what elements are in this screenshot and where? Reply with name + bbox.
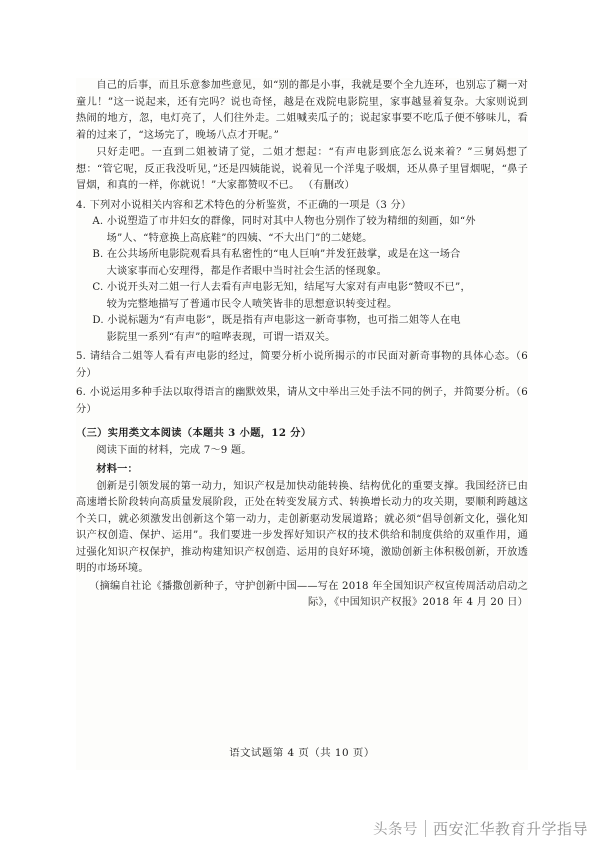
question-4 xyxy=(76,198,528,347)
question-4-option-a xyxy=(76,214,528,247)
page-right-margin xyxy=(528,0,600,852)
option-d-line-1: 小说标题为“有声电影”，既是指有声电影这一新奇事物，也可指二姐等人在电 xyxy=(107,315,461,327)
question-4-option-d xyxy=(76,313,528,346)
question-6-text: 小说运用多种手法以取得语言的幽默效果，请从文中举出三处手法不同的例子，并简要分析。（6 分） xyxy=(76,387,528,415)
material-text: 创新是引领发展的第一动力，知识产权是加快动能转换、结构优化的重要支撑。我国经济已由高速增长阶段转向高质量发展阶段，正处在转变发展方式、转换增长动力的攻关期，要顺利跨越这个关口，就必须激发出创新这个第一动力，走创新驱动发展道路；就必须“倡导创新文化，强化知识产权创造、保护、运用”。我们要进一步发挥好知识产权的技术供给和制度供给的双重作用，通过强化知识产权保护，推动构建知识产权创造、运用的良好环境，激励创新主体积极创新，开放透明的市场环境。 xyxy=(76,480,528,575)
option-a-line-1: 小说塑造了市井妇女的群像，同时对其中人物也分别作了较为精细的刻画，如“外 xyxy=(106,216,476,228)
watermark-content xyxy=(373,818,588,839)
page-footer: 语文试题第 4 页（共 10 页） xyxy=(229,747,375,760)
question-5-number: 5. xyxy=(76,351,87,363)
paragraph-2: 只好走吧。一直到二姐被请了觉，二姐才想起：“有声电影到底怎么说来着？”三舅妈想了想：“管它呢，反正我没听见，”还是四姨能说，说着见一个洋鬼子吸烟，还从鼻子里冒烟呢，“鼻子冒烟，和真的一样，你就说！”大家都赞叹不已。 （有删改） xyxy=(76,147,528,192)
question-6-number: 6. xyxy=(76,387,87,399)
scanned-exam-paper xyxy=(76,78,528,770)
question-4-stem xyxy=(76,198,528,215)
option-a-line-2: 场”人、“特意换上高底鞋”的四姨、“不大出门”的二姥姥。 xyxy=(106,232,373,244)
paragraph-1: 自己的后事，而且乐意参加些意见，如“别的都是小事，我就是要个全九连环，也别忘了糊一对童儿！”这一说起来，还有完吗？说也奇怪，越是在戏院电影院里，家事越显着复杂。大家则说到热闹的地方，忽，电灯亮了，人们往外走。二姐喊卖瓜子的；说起家事要不吃瓜子便不够味儿，看着的过来了，“这场完了，晚场八点才开呢。” xyxy=(76,80,528,141)
page-left-margin xyxy=(0,0,76,852)
question-4-number: 4. xyxy=(76,199,87,211)
option-b-line-1: 在公共场所电影院观看具有私密性的“电人巨响”并发狂鼓掌，或是在这一场合 xyxy=(106,249,461,261)
question-6 xyxy=(76,385,528,418)
watermark-account: 西安汇华教育升学指导 xyxy=(432,819,588,838)
watermark-divider xyxy=(425,820,426,837)
watermark-bar xyxy=(0,804,600,852)
option-d-label: D. xyxy=(92,315,104,327)
option-a-label: A. xyxy=(92,216,104,228)
question-4-option-b xyxy=(76,247,528,280)
material-source: （摘编自社论《播撒创新种子，守护创新中国——写在 2018 年全国知识产权宣传周活动启动之际》，《中国知识产权报》2018 年 4 月 20 日） xyxy=(89,580,528,609)
question-5-text: 请结合二姐等人看有声电影的经过，简要分析小说所揭示的市民面对新奇事物的具体心态。（6 分） xyxy=(76,351,528,379)
question-4-option-c xyxy=(76,280,528,313)
option-c-label: C. xyxy=(92,282,104,294)
option-b-label: B. xyxy=(92,249,104,261)
option-c-line-1: 小说开头对二姐一行人去看有声电影无知，结尾写大家对有声电影“赞叹不已”， xyxy=(106,282,471,294)
section-instruction: 阅读下面的材料，完成 7～9 题。 xyxy=(96,444,252,456)
watermark-platform: 头条号 xyxy=(372,821,418,838)
option-d-line-2: 影院里一系列“有声”的喧哗表现，可谓一语双关。 xyxy=(106,331,336,343)
option-b-line-2: 大谈家事而心安理得，都是作者眼中当时社会生活的怪现象。 xyxy=(106,265,388,277)
option-c-line-2: 较为完整地描写了普通市民令人喷笑皆非的思想意识转变过程。 xyxy=(106,298,398,310)
question-5 xyxy=(76,349,528,382)
material-label: 材料一： xyxy=(96,463,138,476)
question-4-text: 下列对小说相关内容和艺术特色的分析鉴赏，不正确的一项是（3 分） xyxy=(89,199,412,211)
section-heading: （三）实用类文本阅读（本题共 3 小题，12 分） xyxy=(76,427,312,440)
